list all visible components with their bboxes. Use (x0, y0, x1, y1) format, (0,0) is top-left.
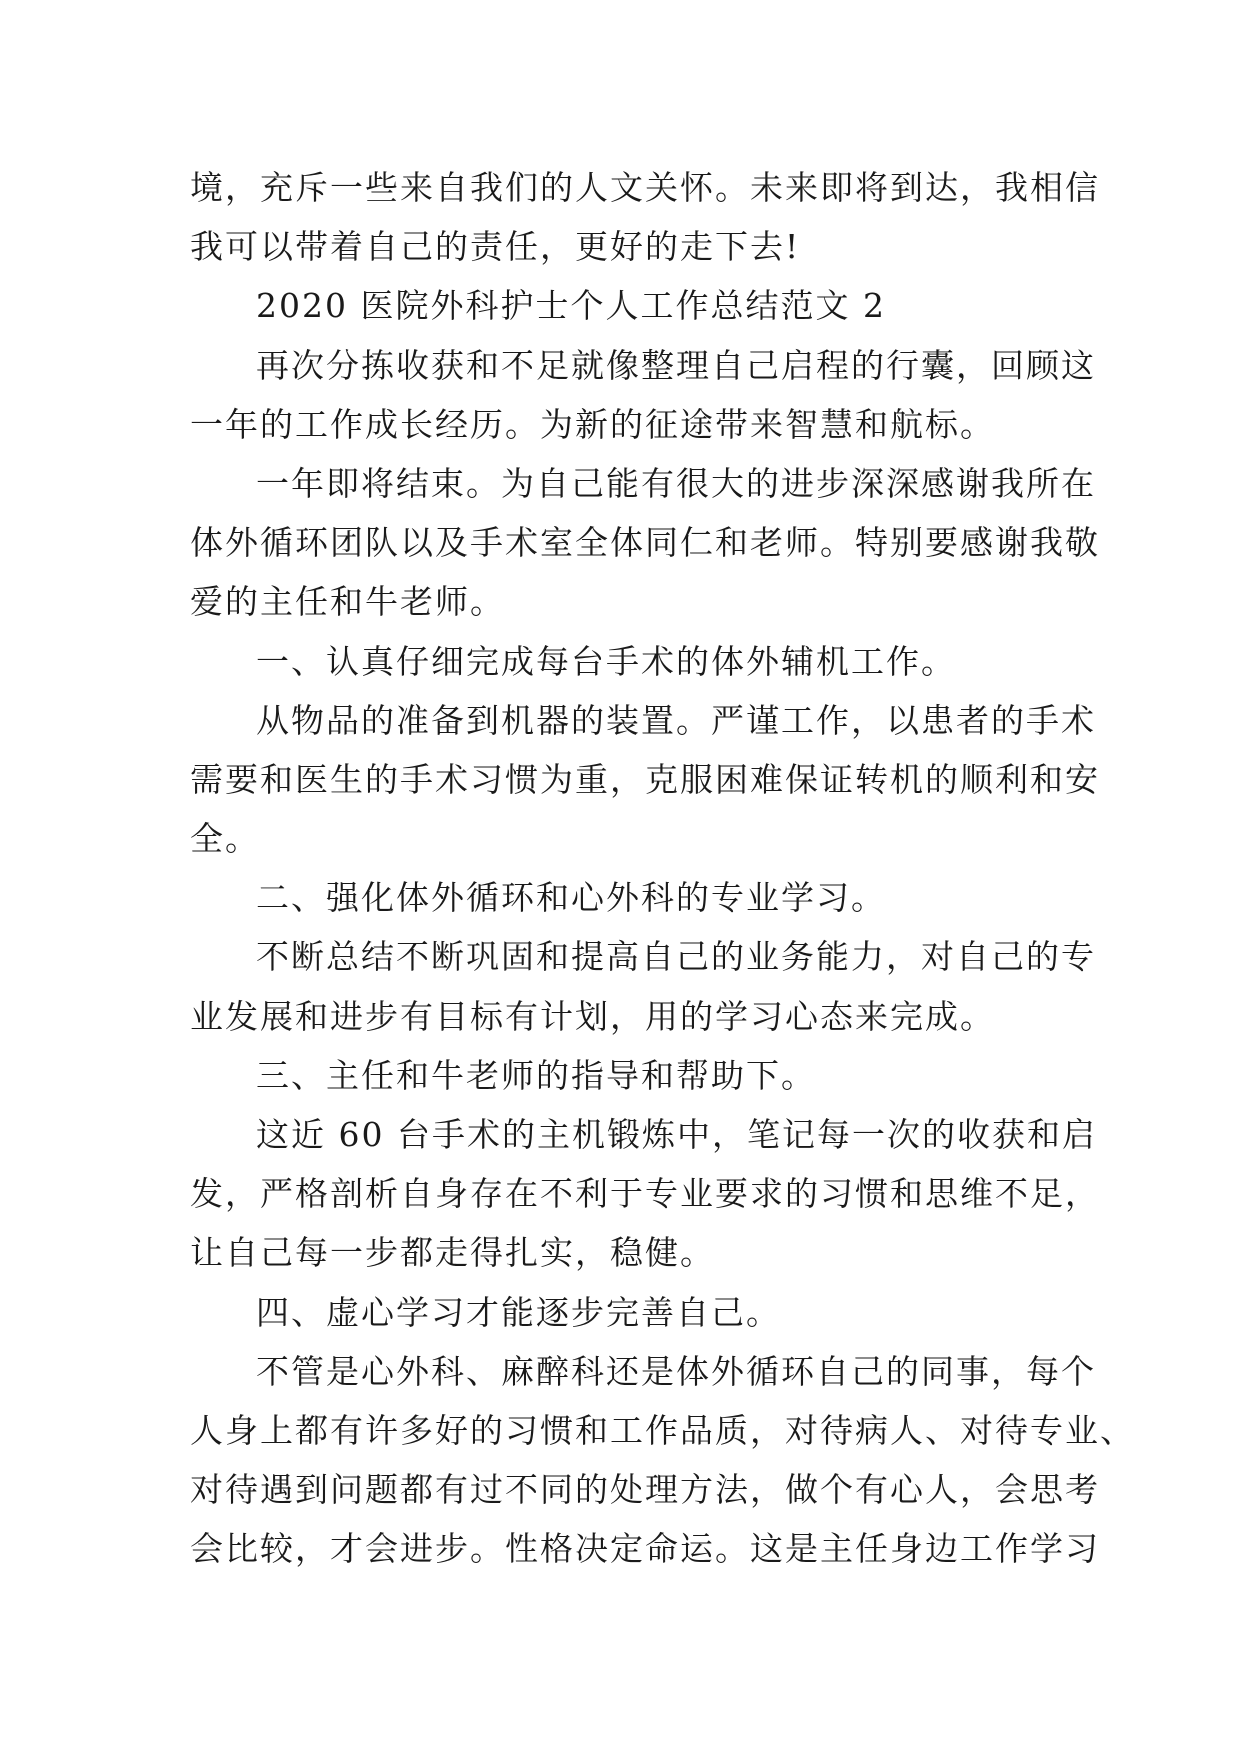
text-line: 让自己每一步都走得扎实，稳健。 (190, 1233, 715, 1273)
text-line: 对待遇到问题都有过不同的处理方法，做个有心人，会思考 (190, 1470, 1100, 1510)
text-line: 二、强化体外循环和心外科的专业学习。 (256, 878, 886, 918)
text-line: 四、虚心学习才能逐步完善自己。 (256, 1292, 781, 1332)
text-line: 需要和医生的手术习惯为重，克服困难保证转机的顺利和安 (190, 759, 1100, 799)
text-line: 我可以带着自己的责任，更好的走下去! (190, 227, 801, 267)
document-body (190, 158, 1135, 1579)
text-line: 再次分拣收获和不足就像整理自己启程的行囊，回顾这 (256, 345, 1096, 385)
text-line: 不管是心外科、麻醉科还是体外循环自己的同事，每个 (256, 1351, 1096, 1391)
text-line: 全。 (190, 819, 260, 859)
text-line: 不断总结不断巩固和提高自己的业务能力，对自己的专 (256, 937, 1096, 977)
text-line: 发，严格剖析自身存在不利于专业要求的习惯和思维不足， (190, 1174, 1100, 1214)
text-line: 爱的主任和牛老师。 (190, 582, 505, 622)
text-line: 这近 60 台手术的主机锻炼中，笔记每一次的收获和启 (256, 1115, 1097, 1154)
text-line: 业发展和进步有目标有计划，用的学习心态来完成。 (190, 996, 995, 1036)
text-line: 一年即将结束。为自己能有很大的进步深深感谢我所在 (256, 463, 1096, 503)
text-line: 境，充斥一些来自我们的人文关怀。未来即将到达，我相信 (190, 168, 1100, 207)
text-line: 一、认真仔细完成每台手术的体外辅机工作。 (256, 641, 956, 681)
text-line: 从物品的准备到机器的装置。严谨工作，以患者的手术 (256, 700, 1096, 740)
text-line: 一年的工作成长经历。为新的征途带来智慧和航标。 (190, 404, 995, 444)
text-line: 会比较，才会进步。性格决定命运。这是主任身边工作学习 (190, 1529, 1100, 1569)
text-line: 2020 医院外科护士个人工作总结范文 2 (256, 286, 886, 326)
text-line: 三、主任和牛老师的指导和帮助下。 (256, 1055, 816, 1095)
text-line: 体外循环团队以及手术室全体同仁和老师。特别要感谢我敬 (190, 523, 1100, 563)
text-line: 人身上都有许多好的习惯和工作品质，对待病人、对待专业、 (190, 1410, 1135, 1450)
